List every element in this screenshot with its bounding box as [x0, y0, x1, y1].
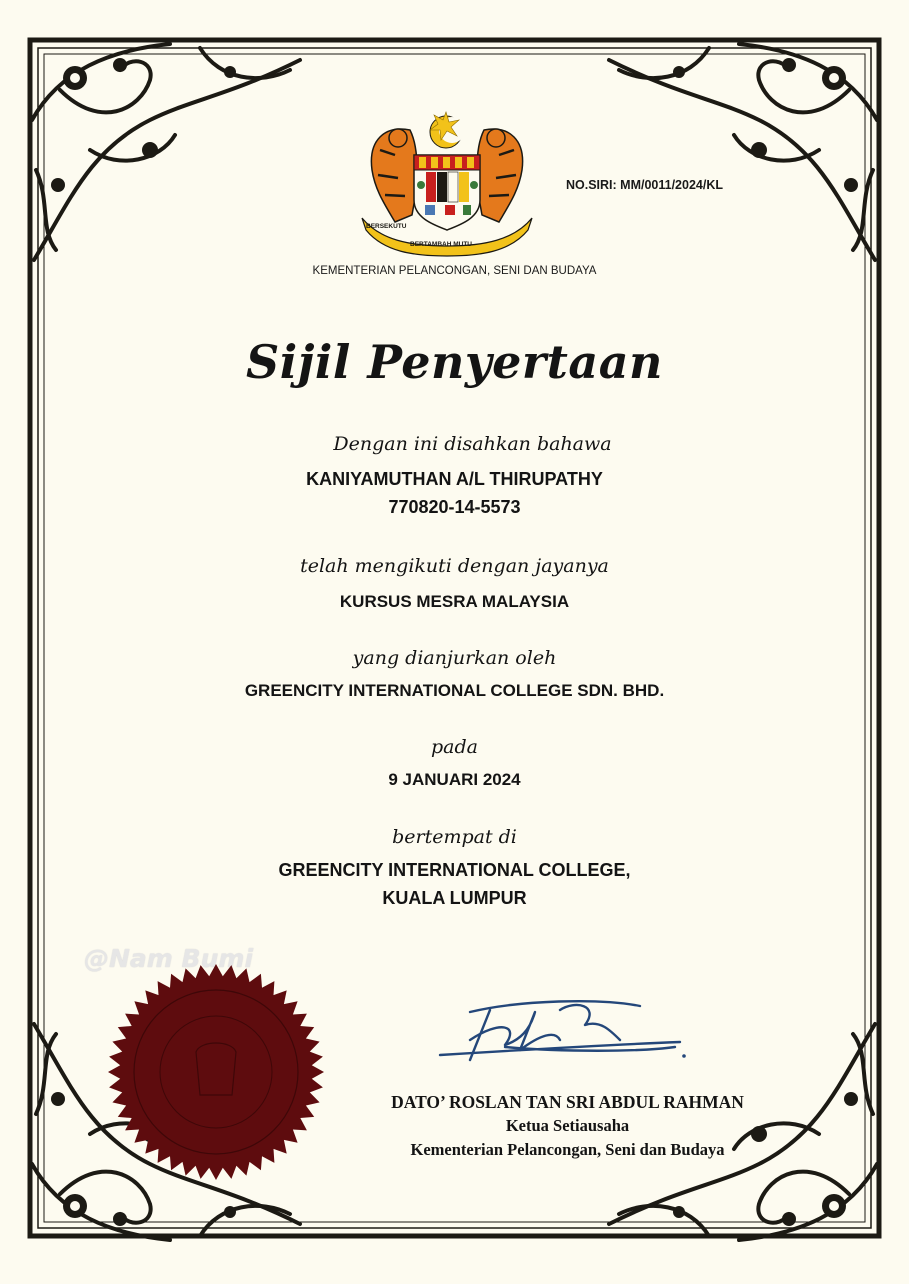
ministry-name: KEMENTERIAN PELANCONGAN, SENI DAN BUDAYA [312, 265, 597, 277]
motto-left-text: BERSEKUTU [366, 223, 407, 230]
motto-right-text: BERTAMBAH MUTU [410, 241, 472, 248]
completed-phrase: telah mengikuti dengan jayanya [300, 555, 609, 577]
organiser-name: GREENCITY INTERNATIONAL COLLEGE SDN. BHD. [244, 681, 665, 700]
certificate-date: 9 JANUARI 2024 [388, 770, 521, 789]
recipient-id: 770820-14-5573 [388, 497, 521, 517]
serial-number: NO.SIRI: MM/0011/2024/KL [566, 178, 724, 192]
signatory-position: Ketua Setiausaha [505, 1116, 630, 1135]
recipient-name: KANIYAMUTHAN A/L THIRUPATHY [306, 469, 603, 489]
course-name: KURSUS MESRA MALAYSIA [339, 592, 570, 611]
venue-phrase: bertempat di [392, 826, 517, 848]
certificate-title: Sijil Penyertaan [246, 335, 663, 389]
date-phrase: pada [431, 736, 478, 758]
watermark: @Nam Bumi [84, 944, 254, 973]
organised-phrase: yang dianjurkan oleh [352, 647, 557, 669]
venue-line-1: GREENCITY INTERNATIONAL COLLEGE, [278, 860, 631, 880]
certify-phrase: Dengan ini disahkan bahawa [333, 433, 612, 455]
signatory-organisation: Kementerian Pelancongan, Seni dan Budaya [410, 1140, 725, 1159]
signatory-name: DATO’ ROSLAN TAN SRI ABDUL RAHMAN [391, 1092, 744, 1112]
venue-line-2: KUALA LUMPUR [382, 888, 527, 908]
